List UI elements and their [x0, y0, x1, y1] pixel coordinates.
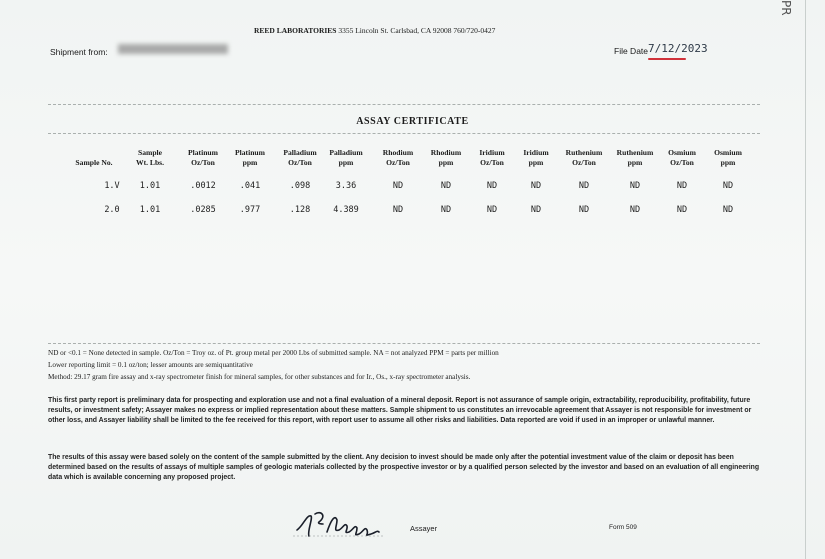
date-underline [648, 58, 686, 60]
column-header-line: Oz/Ton [191, 157, 215, 167]
table-cell: .128 [289, 205, 311, 215]
column-header-line: ppm [438, 157, 454, 167]
table-cell: .041 [239, 181, 261, 191]
column-header-line: Rhodium [382, 148, 414, 157]
column-header-line: Platinum [188, 148, 218, 157]
redacted-shipper [118, 44, 228, 54]
table-cell: 1.01 [139, 181, 161, 191]
column-header-line: Oz/Ton [386, 157, 410, 167]
table-cell: .977 [239, 205, 261, 215]
table-cell: ND [578, 205, 590, 215]
table-cell: ND [578, 181, 590, 191]
table-cell: ND [486, 205, 498, 215]
table-cell: 4.389 [333, 205, 359, 215]
table-cell: ND [486, 181, 498, 191]
letterhead [254, 26, 495, 35]
title-rule [48, 133, 760, 134]
header-rule [48, 104, 760, 105]
table-cell: 3.36 [335, 181, 357, 191]
table-cell: ND [629, 205, 641, 215]
column-header-line: Wt. Lbs. [135, 157, 165, 167]
form-number: Form 509 [609, 524, 637, 531]
table-cell: ND [440, 181, 452, 191]
file-date-label: File Date [614, 46, 649, 56]
column-header-line: Sample [137, 148, 163, 157]
assayer-label: Assayer [410, 524, 438, 533]
column-header [696, 148, 760, 167]
column-header-line: Osmium [668, 148, 696, 157]
column-header-line: Oz/Ton [480, 157, 504, 167]
column-header-line: Ruthenium [565, 148, 603, 157]
column-header [62, 158, 126, 168]
lab-address: 3355 Lincoln St. Carlsbad, CA 92008 760/720-0427 [338, 26, 496, 35]
assayer-signature [293, 506, 385, 542]
shipment-label: Shipment from: [50, 47, 108, 57]
table-cell: ND [392, 205, 404, 215]
column-header-line: ppm [720, 157, 736, 167]
certificate-title: ASSAY CERTIFICATE [356, 116, 469, 127]
table-bottom-rule [48, 343, 760, 344]
column-header-line: Rhodium [430, 148, 462, 157]
table-cell: .0012 [190, 181, 216, 191]
table-cell: ND [392, 181, 404, 191]
column-header-line: Oz/Ton [572, 157, 596, 167]
table-cell: 2.0 [104, 205, 120, 215]
column-header-line: Palladium [283, 148, 317, 157]
table-cell: .0285 [190, 205, 216, 215]
column-header-line: Platinum [235, 148, 265, 157]
column-header-line: ppm [242, 157, 258, 167]
table-cell: ND [722, 181, 734, 191]
column-header-line: Osmium [714, 148, 742, 157]
table-cell: 1.V [104, 181, 120, 191]
disclaimer-paragraph-1: This first party report is preliminary data for prospecting and exploration use and not a final evaluation of a mineral deposit. Report is not assurance of sample origin, extractability, reproducibility, profitability, future results, or investment safety; Assayer makes no express or implied representation about these matters. Sample shipment to us constitutes an irrevocable agreement that Assayer is not responsible for investment or other loss, and Assayer liability shall be limited to the fee received for this report, with report user to assume all other risks and liabilities. Data reported are void if used in an improper or unlawful manner. [48, 397, 752, 424]
table-cell: 1.01 [139, 205, 161, 215]
table-cell: ND [629, 181, 641, 191]
column-header-line: Palladium [329, 148, 363, 157]
column-header-line: Oz/Ton [288, 157, 312, 167]
column-header-line: Ruthenium [616, 148, 654, 157]
lab-name: REED LABORATORIES [254, 26, 337, 35]
column-header-line: Oz/Ton [670, 157, 694, 167]
table-cell: ND [530, 205, 542, 215]
table-cell: ND [530, 181, 542, 191]
column-header-line: Iridium [479, 148, 505, 157]
disclaimer-paragraph-2: The results of this assay were based solely on the content of the sample submitted by the client. Any decision to invest should be made only after the potential investment value of the claim or deposit has been determined based on the results of assays of multiple samples of geologic materials collected by the prospective investor or by a qualified person selected by the investor and based on an evaluation of all engineering data which is available concerning any proposed project. [48, 454, 760, 481]
lower-limit-note: Lower reporting limit = 0.1 oz/ton; lesser amounts are semiquantitative [48, 361, 253, 369]
table-cell: ND [676, 205, 688, 215]
corner-mark: PR [779, 0, 793, 16]
method-note: Method: 29.17 gram fire assay and x-ray spectrometer finish for mineral samples, for other substances and for Ir., Os., x-ray spectrometer analysis. [48, 373, 471, 381]
column-header-line: Sample No. [75, 158, 113, 167]
page-edge [805, 0, 806, 559]
table-cell: ND [722, 205, 734, 215]
column-header-line: ppm [528, 157, 544, 167]
column-header-line: Iridium [523, 148, 549, 157]
table-cell: .098 [289, 181, 311, 191]
legend-note: ND or <0.1 = None detected in sample. Oz/Ton = Troy oz. of Pt. group metal per 2000 Lbs of submitted sample. NA = not analyzed PPM = parts per million [48, 349, 499, 357]
column-header-line: ppm [627, 157, 643, 167]
file-date-value: 7/12/2023 [648, 42, 708, 55]
column-header-line: ppm [338, 157, 354, 167]
table-cell: ND [676, 181, 688, 191]
table-cell: ND [440, 205, 452, 215]
